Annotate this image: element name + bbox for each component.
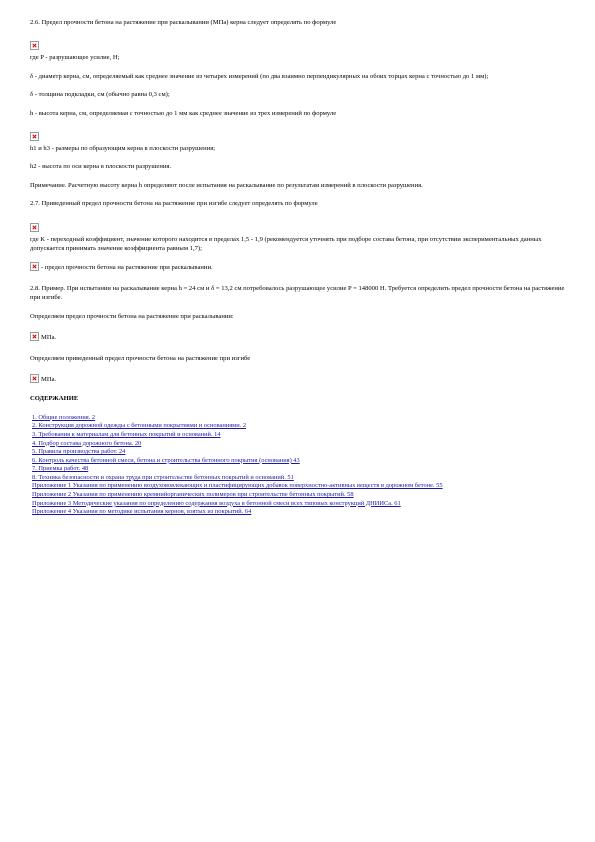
result-line-2 <box>30 374 565 384</box>
paragraph-where-k: где K - переходный коэффициент, значение которого находится в пределах 1,5 - 1,9 (рекомендуется уточнять при подборе состава бетона, при отсутствии экспериментальных данных допускается принимать значение коэффициента равным 1,7); <box>30 235 542 253</box>
broken-image-icon <box>30 132 39 141</box>
toc-link[interactable]: 7. Приемка работ. 48 <box>32 465 89 473</box>
paragraph-h2: h2 - высота по оси керна в плоскости разрушения. <box>30 163 172 171</box>
formula-image <box>30 35 565 53</box>
formula-image <box>30 126 565 144</box>
toc-link[interactable]: 5. Правила производства работ. 24 <box>32 448 126 456</box>
paragraph-split-limit <box>30 262 565 272</box>
toc-link[interactable]: Приложение 1 Указания по применению воздухововлекающих и пластифицирующих добавок поверхностно-активных веществ в дорожном бетоне. 55 <box>32 482 443 490</box>
broken-image-icon <box>30 223 39 232</box>
paragraph-delta-diameter: δ - диаметр керна, см, определяемый как среднее значение из четырех измерений (по два взаимно перпендикулярных на обоих торцах керна с точностью до 1 мм); <box>30 72 489 80</box>
toc-title: СОДЕРЖАНИЕ <box>30 395 79 403</box>
unit-mpa-1: МПа. <box>41 334 57 342</box>
paragraph-determine-bend: Определяем приведенный предел прочности бетона на растяжение при изгибе <box>30 354 251 362</box>
paragraph-h-height: h - высота керна, см, определяемая с точностью до 1 мм как среднее значение из трех измерений по формуле <box>30 109 337 117</box>
formula-image <box>30 217 565 235</box>
split-limit-text: - предел прочности бетона на растяжение при раскалывании. <box>41 264 213 272</box>
paragraph-h1-h3: h1 и h3 - размеры по образующим керна в плоскости разрушения; <box>30 145 216 153</box>
result-line-1 <box>30 332 565 342</box>
broken-image-icon <box>30 41 39 50</box>
unit-mpa-2: МПа. <box>41 375 57 383</box>
toc-link[interactable]: Приложение 3 Методические указания по определению содержания воздуха в бетонной смеси всех типовых конструкций ДНИИСа. 61 <box>32 499 401 507</box>
toc-link[interactable]: 1. Общие положения. 2 <box>32 413 96 421</box>
toc-link[interactable]: 6. Контроль качества бетонной смеси, бетона и строительства бетонного покрытия (основания) 43 <box>32 456 300 464</box>
broken-image-icon <box>30 262 39 271</box>
broken-image-icon <box>30 332 39 341</box>
toc-link[interactable]: 4. Подбор состава дорожного бетона. 20 <box>32 439 142 447</box>
paragraph-2-8: 2.8. Пример. При испытании на раскалывание керна h = 24 см и δ = 13,2 см потребовалось разрушающее усилие P = 148000 Н. Требуется определить предел прочности бетона на растяжение при изгибе. <box>30 284 565 302</box>
toc-link[interactable]: 3. Требования к материалам для бетонных покрытий и оснований. 14 <box>32 430 221 438</box>
broken-image-icon <box>30 374 39 383</box>
paragraph-delta-liner: δ - толщина подкладки, см (обычно равна 0,3 см); <box>30 91 170 99</box>
paragraph-determine-split: Определяем предел прочности бетона на растяжение при раскалывании: <box>30 312 234 320</box>
paragraph-2-7: 2.7. Приведенный предел прочности бетона на растяжение при изгибе следует определять по формуле <box>30 200 318 208</box>
paragraph-where-p: где P - разрушающее усилие, Н; <box>30 54 120 62</box>
table-of-contents <box>30 414 565 517</box>
paragraph-2-6: 2.6. Предел прочности бетона на растяжение при раскалывании (МПа) керна следует определять по формуле <box>30 19 337 26</box>
toc-link[interactable]: Приложение 2 Указания по применению кремнийорганических полимеров при строительстве бетонных покрытий. 58 <box>32 491 354 499</box>
toc-link[interactable]: 8. Техника безопасности и охрана труда при строительстве бетонных покрытий и оснований. 51 <box>32 473 294 481</box>
paragraph-note: Примечание. Расчетную высоту керна h определяют после испытания на раскалывание по результатам измерений в плоскости разрушения. <box>30 181 423 189</box>
toc-link[interactable]: 2. Конструкция дорожной одежды с бетонными покрытиями и основаниями. 2 <box>32 422 247 430</box>
toc-link[interactable]: Приложение 4 Указания по методике испытания кернов, взятых из покрытий. 64 <box>32 508 252 516</box>
